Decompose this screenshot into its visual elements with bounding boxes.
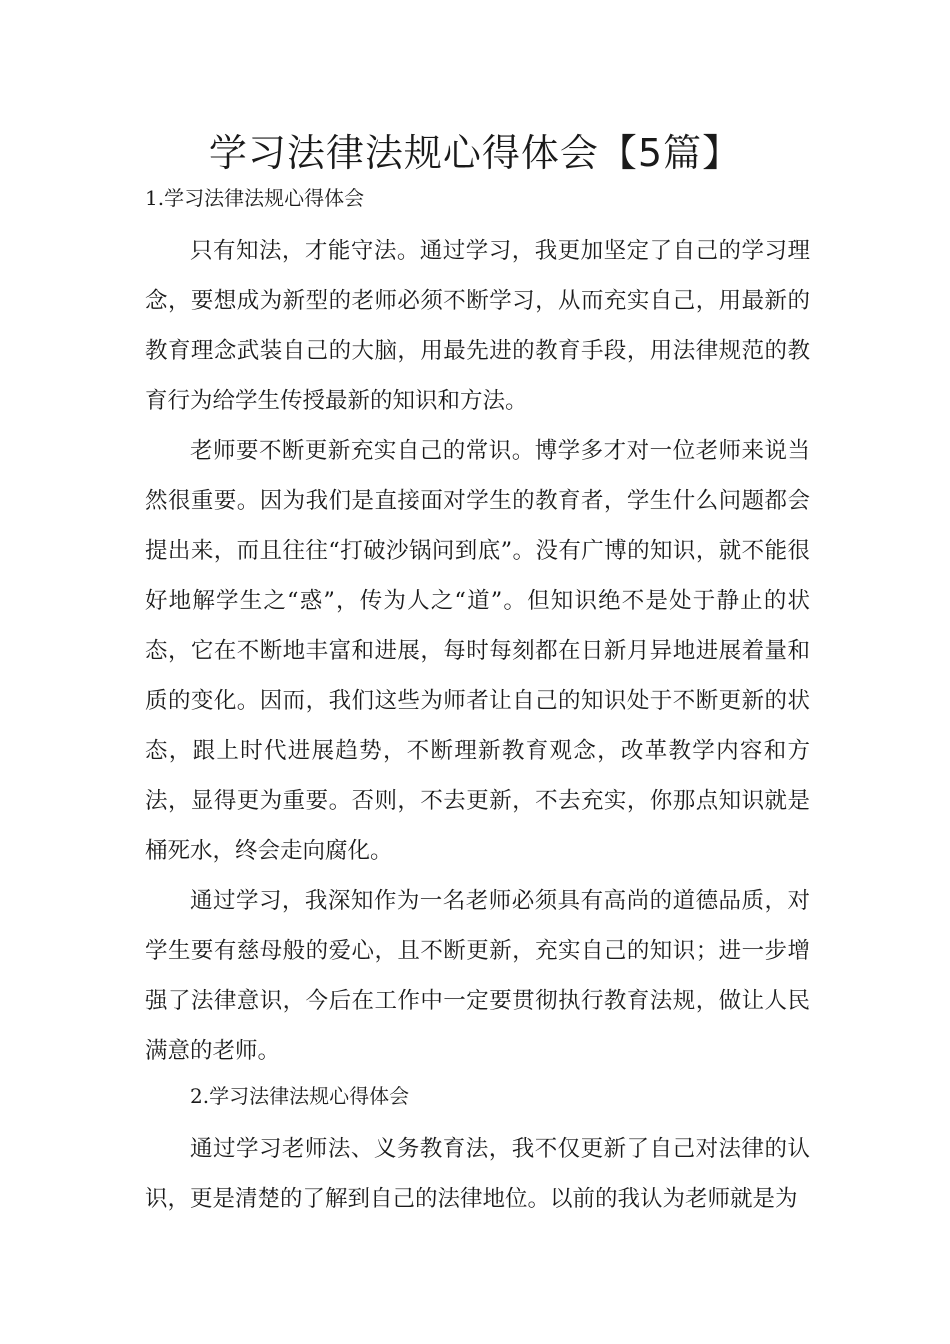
paragraph-1: 只有知法，才能守法。通过学习，我更加坚定了自己的学习理念，要想成为新型的老师必须不断学习，从而充实自己，用最新的教育理念武装自己的大脑，用最先进的教育手段，用法律规范的教育行为给学生传授最新的知识和方法。	[145, 238, 810, 414]
paragraph-4: 通过学习老师法、义务教育法，我不仅更新了自己对法律的认识，更是清楚的了解到自己的法律地位。以前的我认为老师就是为	[145, 1136, 810, 1212]
section-heading-1: 1.学习法律法规心得体会	[145, 186, 365, 210]
paragraph-2: 老师要不断更新充实自己的常识。博学多才对一位老师来说当然很重要。因为我们是直接面对学生的教育者，学生什么问题都会提出来，而且往往“打破沙锅问到底”。没有广博的知识，就不能很好地解学生之“惑”，传为人之“道”。但知识绝不是处于静止的状态，它在不断地丰富和进展，每时每刻都在日新月异地进展着量和质的变化。因而，我们这些为师者让自己的知识处于不断更新的状态，跟上时代进展趋势，不断理新教育观念，改革教学内容和方法，显得更为重要。否则，不去更新，不去充实，你那点知识就是桶死水，终会走向腐化。	[145, 438, 810, 864]
document-title: 学习法律法规心得体会【5篇】	[208, 131, 742, 175]
paragraph-3: 通过学习，我深知作为一名老师必须具有高尚的道德品质，对学生要有慈母般的爱心，且不断更新，充实自己的知识；进一步增强了法律意识，今后在工作中一定要贯彻执行教育法规，做让人民满意的老师。	[145, 888, 810, 1064]
section-heading-2: 2.学习法律法规心得体会	[190, 1084, 410, 1108]
